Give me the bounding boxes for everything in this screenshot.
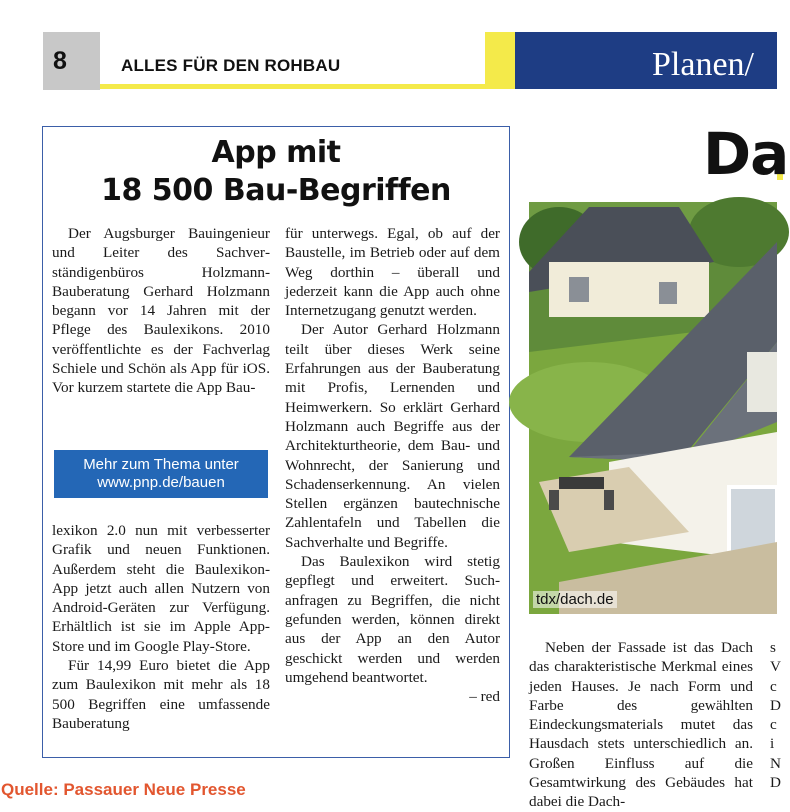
page-number: 8 [43,32,100,90]
photo-credit: tdx/dach.de [533,591,617,608]
box-column-left-top [52,224,270,434]
category-label: Planen/ [652,46,754,83]
article-body-column-cut [770,638,790,800]
house-photo [529,202,777,614]
box-title-line2: 18 500 Bau-Begriffen [101,173,451,208]
category-banner [515,32,777,89]
article-paragraph: Neben der Fassade ist das Dach das charakteristische Merkmal eines jeden Hauses. Je nach Form und Farbe des gewählten Eindeckungsmaterials mutet das Hausdach stets unterschiedlich an. Großen Einfluss auf die Gesamtwirkung des Gebäudes hat dabei die Dach- [529,639,753,811]
box-paragraph: Der Augsburger Bauingenieur und Leiter des Sachverständigenbüros Holzmann-Bauberatung Gerhard Holzmann begann vor 14 Jahren mit der Pflege des Baulexikons. 2010 veröffentlichte es der Fachverlag Schiele und Schön als App für iOS. Vor kurzem startete die App Bau- [52,225,270,397]
source-credit: Quelle: Passauer Neue Presse [1,780,246,799]
house-photo-illustration [529,202,777,614]
promo-url[interactable]: www.pnp.de/bauen [97,474,225,491]
box-paragraph: Für 14,99 Euro bietet die App zum Baulexikon mit mehr als 18 500 Begriffen eine umfassende Bauberatung [52,657,270,732]
header-accent-block [485,32,515,89]
box-paragraph: Der Autor Gerhard Holzmann teilt über dieses Werk seine Erfahrungen aus der Bauberatung mit Profis, Lernenden und Heimwerkern. So erklärt Gerhard Holzmann auch Begriffe aus der Architekturtheorie, dem Bau- und Wohnrecht, der Sanierung und Schadenserkennung. An vielen Stellen ergänzen bautechnische Zahlentafeln und Tabellen die Sachverhalte und Begriffe. [285,321,500,551]
article-body-column [529,638,753,811]
section-title: ALLES FÜR DEN ROHBAU [121,56,341,75]
promo-link-box[interactable] [54,450,268,498]
box-column-right [285,224,500,764]
author-signoff: – red [469,688,500,706]
article-headline: Da [703,120,789,188]
box-paragraph: für unterwegs. Egal, ob auf der Baustelle, im Betrieb oder auf dem Weg dorthin – überall und jederzeit kann die App auch ohne Internetzugang genutzt werden. [285,225,500,320]
promo-text: Mehr zum Thema unter [83,456,239,473]
box-title [44,134,508,210]
box-paragraph: lexikon 2.0 nun mit verbesserter Grafik und neuen Funktionen. Außerdem steht die Baulexikon-App jetzt auch allen Nutzern von Android-Geräten zur Verfügung. Erhältlich ist sie im Apple App-Store und im Google Play-Store. [52,522,270,655]
box-paragraph: Das Baulexikon wird stetig gepflegt und erweitert. Suchanfragen zu Begriffen, die nicht gefunden werden, können direkt aus der App an den Autor geschickt werden und werden umgehend beantwortet. [285,553,500,686]
box-column-left-bottom [52,521,270,761]
article-paragraph-cut: s V c D c i N D [770,639,781,792]
header-accent-line [100,84,485,89]
box-title-line1: App mit [211,135,341,170]
